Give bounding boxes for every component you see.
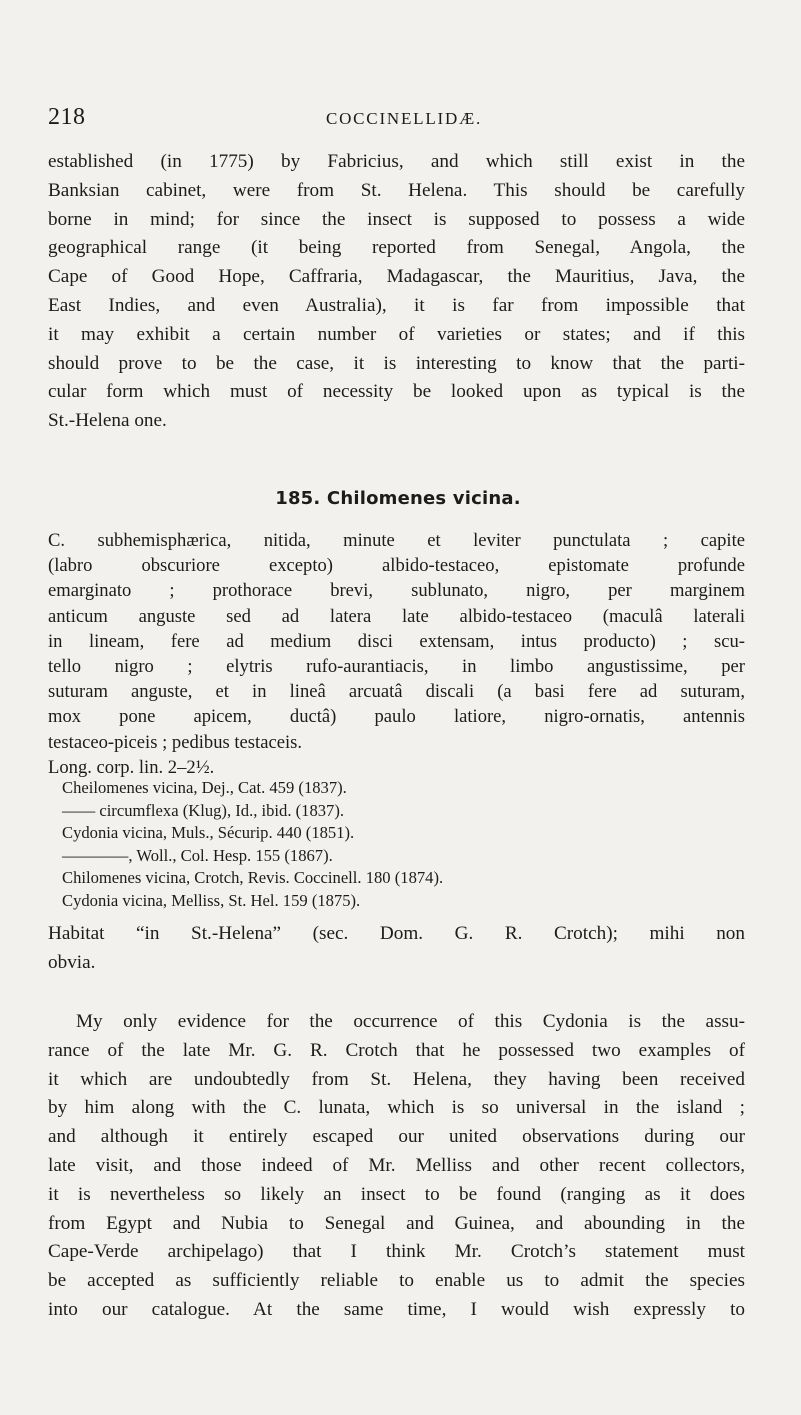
text-line: it which are undoubtedly from St. Helena, they having been received — [48, 1068, 745, 1090]
text-line: tello nigro ; elytris rufo-aurantiacis, in limbo angustissime, per — [48, 656, 745, 678]
species-heading: 185. Chilomenes vicina. — [275, 488, 521, 509]
synonymy-block — [62, 777, 742, 913]
text-line: from Egypt and Nubia to Senegal and Guinea, and abounding in the — [48, 1212, 745, 1234]
text-line: geographical range (it being reported from Senegal, Angola, the — [48, 237, 745, 259]
text-line: suturam anguste, et in lineâ arcuatâ discali (a basi fere ad suturam, — [48, 681, 745, 703]
text-line: (labro obscuriore excepto) albido-testaceo, epistomate profunde — [48, 555, 745, 577]
discussion-paragraph — [48, 1008, 745, 1325]
text-line: rance of the late Mr. G. R. Crotch that he possessed two examples of — [48, 1039, 745, 1061]
synonym-entry: Cheilomenes vicina, Dej., Cat. 459 (1837). — [62, 778, 347, 797]
text-line: C. subhemisphærica, nitida, minute et leviter punctulata ; capite — [48, 530, 745, 551]
text-line: My only evidence for the occurrence of this Cydonia is the assu- — [76, 1011, 745, 1032]
text-line: by him along with the C. lunata, which is so universal in the island ; — [48, 1097, 745, 1119]
synonym-entry: Cydonia vicina, Muls., Sécurip. 440 (1851). — [62, 823, 355, 843]
text-line: mox pone apicem, ductâ) paulo latiore, nigro-ornatis, antennis — [48, 706, 745, 728]
text-line: and although it entirely escaped our united observations during our — [48, 1126, 745, 1148]
text-line: late visit, and those indeed of Mr. Melliss and other recent collectors, — [48, 1154, 745, 1176]
text-line: should prove to be the case, it is interesting to know that the parti- — [48, 352, 745, 374]
text-line: in lineam, fere ad medium disci extensam, intus producto) ; scu- — [48, 630, 745, 652]
text-line: borne in mind; for since the insect is supposed to possess a wide — [48, 208, 745, 230]
text-line: it is nevertheless so likely an insect to be found (ranging as it does — [48, 1183, 745, 1205]
paragraph — [48, 148, 745, 436]
text-line: it may exhibit a certain number of varieties or states; and if this — [48, 323, 745, 345]
text-line: anticum anguste sed ad latera late albido-testaceo (maculâ laterali — [48, 605, 745, 627]
paragraph — [48, 1008, 745, 1325]
synonym-entry: Cydonia vicina, Melliss, St. Hel. 159 (1875). — [62, 890, 361, 910]
text-line: be accepted as sufficiently reliable to enable us to admit the species — [48, 1270, 745, 1292]
running-head — [48, 104, 748, 134]
text-line: emarginato ; prothorace brevi, sublunato, nigro, per marginem — [48, 580, 745, 602]
intro-paragraph — [48, 148, 745, 436]
text-line: testaceo-piceis ; pedibus testaceis. — [48, 731, 303, 753]
habitat — [48, 920, 745, 978]
text-line: into our catalogue. At the same time, I would wish expressly to — [48, 1298, 745, 1320]
text-line: Cape-Verde archipelago) that I think Mr. Crotch’s statement must — [48, 1241, 745, 1263]
text-line: Habitat “in St.-Helena” (sec. Dom. G. R. Crotch); mihi non — [48, 923, 745, 944]
text-line: Banksian cabinet, were from St. Helena. This should be carefully — [48, 179, 745, 201]
species-diagnosis — [48, 528, 745, 780]
habitat-text — [48, 920, 745, 978]
synonym-entry: ————, Woll., Col. Hesp. 155 (1867). — [62, 845, 333, 865]
text-line: St.-Helena one. — [48, 410, 167, 432]
synonymy-list — [62, 777, 742, 913]
text-line: established (in 1775) by Fabricius, and which still exist in the — [48, 151, 745, 172]
diagnosis-text — [48, 528, 745, 755]
text-line: Long. corp. lin. 2–2½. — [48, 756, 215, 778]
text-line: Cape of Good Hope, Caffraria, Madagascar, the Mauritius, Java, the — [48, 266, 745, 288]
text-line: obvia. — [48, 951, 96, 973]
running-title: COCCINELLIDÆ. — [325, 109, 483, 128]
page-number: 218 — [48, 104, 86, 130]
text-line: East Indies, and even Australia), it is far from impossible that — [48, 294, 745, 316]
synonym-entry: —— circumflexa (Klug), Id., ibid. (1837). — [62, 800, 345, 820]
synonym-entry: Chilomenes vicina, Crotch, Revis. Coccinell. 180 (1874). — [62, 868, 444, 888]
text-line: cular form which must of necessity be looked upon as typical is the — [48, 381, 745, 403]
